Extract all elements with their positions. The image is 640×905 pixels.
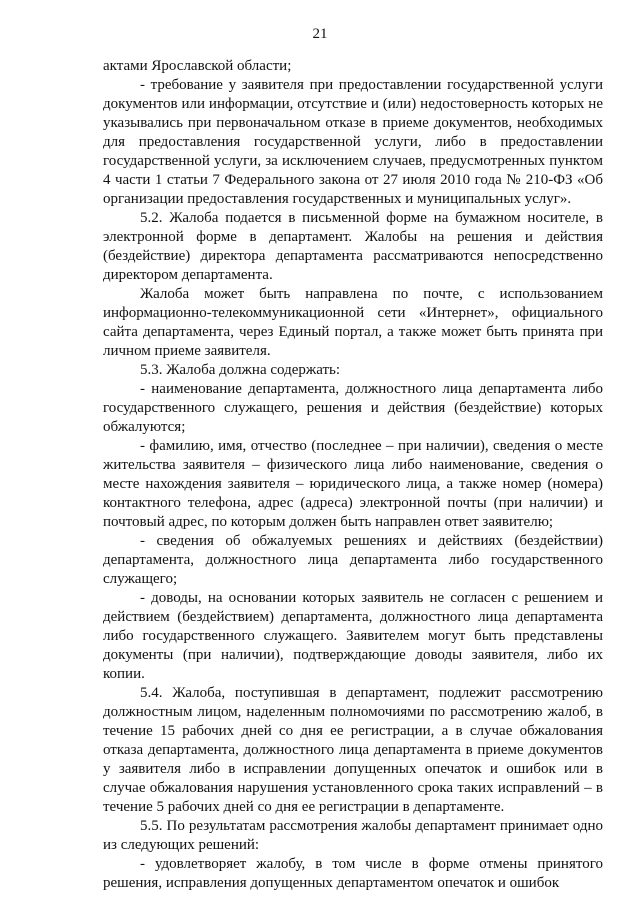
paragraph-section-5-2: 5.2. Жалоба подается в письменной форме на бумажном носителе, в электронной форме в департамент. Жалобы на решения и действия (бездействие) директора департамента рассматриваются непосредственно директором департамента. bbox=[103, 210, 603, 283]
paragraph-list-item: - наименование департамента, должностного лица департамента либо государственного служащего, решения и действия (бездействие) которых обжалуются; bbox=[103, 381, 603, 435]
paragraph-list-item: - сведения об обжалуемых решениях и действиях (бездействии) департамента, должностного лица департамента либо государственного служащего; bbox=[103, 533, 603, 587]
page-number: 21 bbox=[312, 26, 328, 42]
paragraph-list-item: - фамилию, имя, отчество (последнее – при наличии), сведения о месте жительства заявителя – физического лица либо наименование, сведения о месте нахождения заявителя – юридического лица, а также номер (номера) контактного телефона, адрес (адреса) электронной почты (при наличии) и почтовый адрес, по которым должен быть направлен ответ заявителю; bbox=[103, 438, 603, 530]
paragraph-section-5-5: 5.5. По результатам рассмотрения жалобы департамент принимает одно из следующих решений: bbox=[103, 818, 603, 853]
paragraph-list-item: - удовлетворяет жалобу, в том числе в форме отмены принятого решения, исправления допущенных департаментом опечаток и ошибок bbox=[103, 856, 603, 891]
paragraph-continuation: актами Ярославской области; bbox=[103, 58, 292, 74]
paragraph-list-item: - доводы, на основании которых заявитель не согласен с решением и действием (бездействием) департамента, должностного лица департамента либо государственного служащего. Заявителем могут быть представлены документы (при наличии), подтверждающие доводы заявителя, либо их копии. bbox=[103, 590, 603, 682]
paragraph-section-5-4: 5.4. Жалоба, поступившая в департамент, подлежит рассмотрению должностным лицом, наделенным полномочиями по рассмотрению жалоб, в течение 15 рабочих дней со дня ее регистрации, а в случае обжалования отказа департамента, должностного лица департамента в приеме документов у заявителя либо в исправлении допущенных опечаток и ошибок или в случае обжалования нарушения установленного срока таких исправлений – в течение 5 рабочих дней со дня ее регистрации в департаменте. bbox=[103, 685, 603, 815]
paragraph-list-item: - требование у заявителя при предоставлении государственной услуги документов или информации, отсутствие и (или) недостоверность которых не указывались при первоначальном отказе в приеме документов, необходимых для предоставления государственной услуги, либо в предоставлении государственной услуги, за исключением случаев, предусмотренных пунктом 4 части 1 статьи 7 Федерального закона от 27 июля 2010 года № 210-ФЗ «Об организации предоставления государственных и муниципальных услуг». bbox=[103, 77, 603, 207]
paragraph-complaint-delivery: Жалоба может быть направлена по почте, с использованием информационно-телекоммуникационной сети «Интернет», официального сайта департамента, через Единый портал, а также может быть принята при личном приеме заявителя. bbox=[103, 286, 603, 359]
document-body bbox=[103, 57, 603, 893]
paragraph-section-5-3: 5.3. Жалоба должна содержать: bbox=[140, 362, 341, 378]
